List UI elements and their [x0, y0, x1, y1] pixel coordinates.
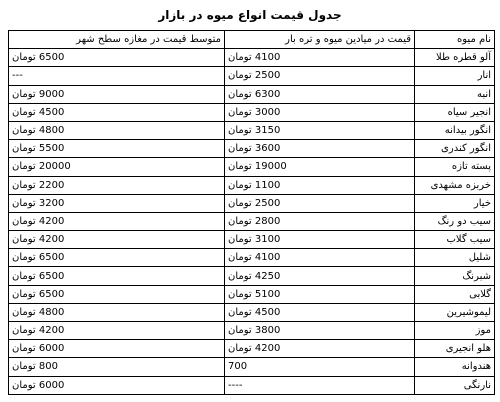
retail-price-cell: 6000 تومان — [9, 376, 225, 394]
retail-price-cell: 5500 تومان — [9, 140, 225, 158]
wholesale-price-cell: 1100 تومان — [225, 176, 415, 194]
table-row — [9, 303, 495, 321]
table-row — [9, 212, 495, 230]
retail-price-cell: 20000 تومان — [9, 158, 225, 176]
header-fruit-name: نام میوه — [415, 31, 495, 49]
fruit-name-cell: گلابی — [415, 285, 495, 303]
header-wholesale-price: قیمت در میادین میوه و تره بار — [225, 31, 415, 49]
table-row — [9, 121, 495, 139]
wholesale-price-cell: 3800 تومان — [225, 322, 415, 340]
wholesale-price-cell: 4250 تومان — [225, 267, 415, 285]
retail-price-cell: 4800 تومان — [9, 121, 225, 139]
retail-price-cell: 6500 تومان — [9, 249, 225, 267]
wholesale-price-cell: 3100 تومان — [225, 231, 415, 249]
table-row — [9, 85, 495, 103]
table-row — [9, 140, 495, 158]
retail-price-cell: 4200 تومان — [9, 322, 225, 340]
fruit-name-cell: هلو انجیری — [415, 340, 495, 358]
retail-price-cell: 6000 تومان — [9, 340, 225, 358]
retail-price-cell: 4800 تومان — [9, 303, 225, 321]
table-row — [9, 49, 495, 67]
table-row — [9, 358, 495, 376]
wholesale-price-cell: 2500 تومان — [225, 194, 415, 212]
fruit-name-cell: انگور بیدانه — [415, 121, 495, 139]
retail-price-cell: 9000 تومان — [9, 85, 225, 103]
fruit-name-cell: شبرنگ — [415, 267, 495, 285]
retail-price-cell: 6500 تومان — [9, 267, 225, 285]
table-row — [9, 249, 495, 267]
fruit-name-cell: سیب گلاب — [415, 231, 495, 249]
wholesale-price-cell: 700 — [225, 358, 415, 376]
fruit-name-cell: خربزه مشهدی — [415, 176, 495, 194]
table-row — [9, 231, 495, 249]
price-table — [8, 30, 495, 395]
fruit-name-cell: انار — [415, 67, 495, 85]
retail-price-cell: 4200 تومان — [9, 212, 225, 230]
wholesale-price-cell: 3600 تومان — [225, 140, 415, 158]
table-row — [9, 194, 495, 212]
fruit-name-cell: موز — [415, 322, 495, 340]
page-title: جدول قیمت انواع میوه در بازار — [158, 8, 342, 22]
fruit-name-cell: سیب دو رنگ — [415, 212, 495, 230]
table-row — [9, 376, 495, 394]
table-row — [9, 103, 495, 121]
retail-price-cell: 4500 تومان — [9, 103, 225, 121]
fruit-name-cell: پسته تازه — [415, 158, 495, 176]
wholesale-price-cell: ---- — [225, 376, 415, 394]
wholesale-price-cell: 5100 تومان — [225, 285, 415, 303]
wholesale-price-cell: 4200 تومان — [225, 340, 415, 358]
retail-price-cell: 800 تومان — [9, 358, 225, 376]
wholesale-price-cell: 6300 تومان — [225, 85, 415, 103]
table-row — [9, 340, 495, 358]
fruit-name-cell: لیموشیرین — [415, 303, 495, 321]
table-row — [9, 176, 495, 194]
fruit-name-cell: شلیل — [415, 249, 495, 267]
wholesale-price-cell: 2800 تومان — [225, 212, 415, 230]
wholesale-price-cell: 3000 تومان — [225, 103, 415, 121]
fruit-name-cell: انجیر سیاه — [415, 103, 495, 121]
header-retail-price: متوسط قیمت در مغازه سطح شهر — [9, 31, 225, 49]
wholesale-price-cell: 3150 تومان — [225, 121, 415, 139]
fruit-name-cell: خیار — [415, 194, 495, 212]
table-row — [9, 67, 495, 85]
wholesale-price-cell: 4100 تومان — [225, 249, 415, 267]
wholesale-price-cell: 19000 تومان — [225, 158, 415, 176]
retail-price-cell: 4200 تومان — [9, 231, 225, 249]
fruit-name-cell: انگور کندری — [415, 140, 495, 158]
table-row — [9, 285, 495, 303]
retail-price-cell: 6500 تومان — [9, 285, 225, 303]
fruit-name-cell: هندوانه — [415, 358, 495, 376]
wholesale-price-cell: 4100 تومان — [225, 49, 415, 67]
retail-price-cell: --- — [9, 67, 225, 85]
retail-price-cell: 6500 تومان — [9, 49, 225, 67]
table-header-row — [9, 31, 495, 49]
table-row — [9, 267, 495, 285]
fruit-name-cell: نارنگی — [415, 376, 495, 394]
wholesale-price-cell: 2500 تومان — [225, 67, 415, 85]
table-row — [9, 322, 495, 340]
fruit-name-cell: آلو قطره طلا — [415, 49, 495, 67]
wholesale-price-cell: 4500 تومان — [225, 303, 415, 321]
fruit-name-cell: انبه — [415, 85, 495, 103]
table-row — [9, 158, 495, 176]
retail-price-cell: 2200 تومان — [9, 176, 225, 194]
retail-price-cell: 3200 تومان — [9, 194, 225, 212]
